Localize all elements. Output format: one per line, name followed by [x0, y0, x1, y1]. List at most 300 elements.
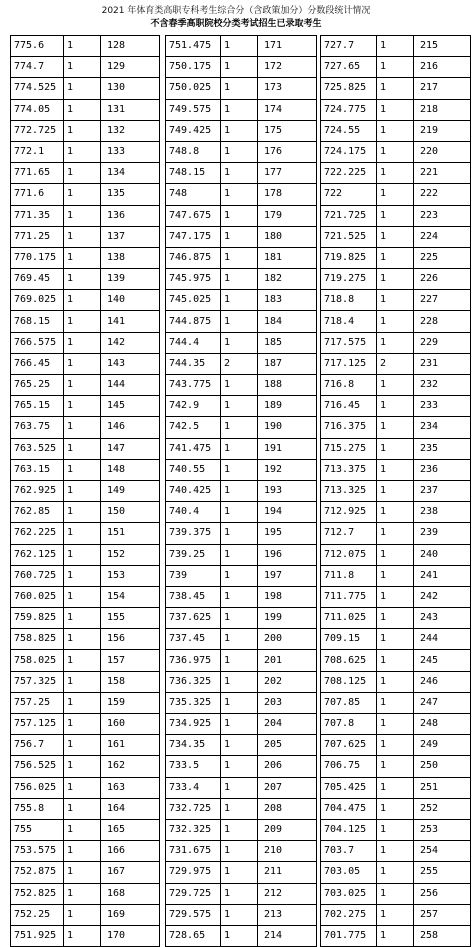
score-cell: 747.675 [166, 205, 221, 226]
count-cell: 1 [221, 629, 258, 650]
score-cell: 752.825 [11, 883, 64, 904]
rank-cell: 249 [414, 735, 471, 756]
table-row [11, 57, 160, 78]
table-row [321, 163, 471, 184]
rank-cell: 219 [414, 120, 471, 141]
table-row [321, 269, 471, 290]
count-cell: 1 [221, 714, 258, 735]
rank-cell: 202 [258, 671, 317, 692]
table-row [11, 353, 160, 374]
count-cell: 1 [64, 375, 101, 396]
count-cell: 1 [64, 608, 101, 629]
table-row [321, 290, 471, 311]
score-cell: 719.825 [321, 247, 377, 268]
count-cell: 1 [377, 735, 414, 756]
count-cell: 1 [221, 375, 258, 396]
table-row [11, 290, 160, 311]
rank-cell: 176 [258, 141, 317, 162]
rank-cell: 129 [101, 57, 160, 78]
count-cell: 1 [64, 99, 101, 120]
count-cell: 1 [377, 290, 414, 311]
rank-cell: 146 [101, 417, 160, 438]
count-cell: 1 [64, 205, 101, 226]
score-cell: 704.125 [321, 819, 377, 840]
rank-cell: 233 [414, 396, 471, 417]
score-cell: 733.5 [166, 756, 221, 777]
count-cell: 1 [64, 883, 101, 904]
score-cell: 735.325 [166, 692, 221, 713]
rank-cell: 241 [414, 565, 471, 586]
table-row [321, 714, 471, 735]
score-cell: 724.775 [321, 99, 377, 120]
score-cell: 734.35 [166, 735, 221, 756]
table-row [166, 36, 317, 57]
score-cell: 713.375 [321, 459, 377, 480]
rank-cell: 154 [101, 586, 160, 607]
count-cell: 1 [377, 586, 414, 607]
rank-cell: 143 [101, 353, 160, 374]
count-cell: 1 [64, 777, 101, 798]
rank-cell: 133 [101, 141, 160, 162]
table-row [321, 99, 471, 120]
score-cell: 701.775 [321, 925, 377, 946]
count-cell: 1 [377, 544, 414, 565]
rank-cell: 243 [414, 608, 471, 629]
table-row [166, 735, 317, 756]
score-cell: 774.7 [11, 57, 64, 78]
count-cell: 1 [221, 671, 258, 692]
rank-cell: 234 [414, 417, 471, 438]
score-cell: 732.325 [166, 819, 221, 840]
rank-cell: 208 [258, 798, 317, 819]
table-row [321, 375, 471, 396]
table-row [321, 925, 471, 946]
rank-cell: 189 [258, 396, 317, 417]
rank-cell: 222 [414, 184, 471, 205]
rank-cell: 257 [414, 904, 471, 925]
score-cell: 765.25 [11, 375, 64, 396]
score-cell: 763.75 [11, 417, 64, 438]
score-cell: 766.575 [11, 332, 64, 353]
table-row [321, 438, 471, 459]
rank-cell: 201 [258, 650, 317, 671]
count-cell: 1 [221, 650, 258, 671]
count-cell: 1 [64, 544, 101, 565]
table-row [321, 608, 471, 629]
rank-cell: 252 [414, 798, 471, 819]
table-row [166, 565, 317, 586]
count-cell: 1 [221, 586, 258, 607]
score-cell: 770.175 [11, 247, 64, 268]
table-row [321, 777, 471, 798]
table-row [166, 163, 317, 184]
count-cell: 1 [64, 671, 101, 692]
count-cell: 1 [64, 438, 101, 459]
rank-cell: 224 [414, 226, 471, 247]
table-row [321, 756, 471, 777]
score-cell: 768.15 [11, 311, 64, 332]
score-cell: 703.025 [321, 883, 377, 904]
score-cell: 757.325 [11, 671, 64, 692]
rank-cell: 255 [414, 862, 471, 883]
score-cell: 732.725 [166, 798, 221, 819]
rank-cell: 128 [101, 36, 160, 57]
score-cell: 737.45 [166, 629, 221, 650]
rank-cell: 153 [101, 565, 160, 586]
count-cell: 1 [64, 841, 101, 862]
score-cell: 706.75 [321, 756, 377, 777]
rank-cell: 171 [258, 36, 317, 57]
score-cell: 707.85 [321, 692, 377, 713]
count-cell: 1 [64, 798, 101, 819]
page-title: 2021 年体育类高职专科考生综合分（含政策加分）分数段统计情况 [101, 6, 371, 16]
score-cell: 734.925 [166, 714, 221, 735]
rank-cell: 168 [101, 883, 160, 904]
rank-cell: 210 [258, 841, 317, 862]
table-row [166, 883, 317, 904]
score-cell: 736.975 [166, 650, 221, 671]
score-cell: 716.8 [321, 375, 377, 396]
score-cell: 733.4 [166, 777, 221, 798]
score-cell: 766.45 [11, 353, 64, 374]
score-cell: 738.45 [166, 586, 221, 607]
table-row [11, 438, 160, 459]
table-row [166, 502, 317, 523]
count-cell: 1 [377, 163, 414, 184]
count-cell: 1 [64, 565, 101, 586]
score-cell: 739.25 [166, 544, 221, 565]
count-cell: 1 [377, 417, 414, 438]
count-cell: 1 [64, 36, 101, 57]
rank-cell: 183 [258, 290, 317, 311]
score-cell: 728.65 [166, 925, 221, 946]
rank-cell: 136 [101, 205, 160, 226]
rank-cell: 251 [414, 777, 471, 798]
score-cell: 703.7 [321, 841, 377, 862]
rank-cell: 145 [101, 396, 160, 417]
rank-cell: 144 [101, 375, 160, 396]
table-row [11, 862, 160, 883]
score-cell: 748 [166, 184, 221, 205]
table-row [166, 798, 317, 819]
count-cell: 1 [377, 141, 414, 162]
score-cell: 756.025 [11, 777, 64, 798]
table-row [166, 269, 317, 290]
count-cell: 1 [221, 57, 258, 78]
table-row [11, 523, 160, 544]
table-row [166, 417, 317, 438]
count-cell: 1 [64, 247, 101, 268]
rank-cell: 134 [101, 163, 160, 184]
count-cell: 1 [221, 311, 258, 332]
table-row [11, 692, 160, 713]
table-row [11, 819, 160, 840]
rank-cell: 170 [101, 925, 160, 946]
count-cell: 1 [377, 480, 414, 501]
count-cell: 1 [377, 438, 414, 459]
count-cell: 1 [221, 565, 258, 586]
table-row [11, 883, 160, 904]
count-cell: 1 [221, 925, 258, 946]
rank-cell: 229 [414, 332, 471, 353]
rank-cell: 158 [101, 671, 160, 692]
count-cell: 1 [221, 862, 258, 883]
count-cell: 1 [377, 862, 414, 883]
count-cell: 1 [64, 756, 101, 777]
score-cell: 719.275 [321, 269, 377, 290]
table-row [166, 777, 317, 798]
rank-cell: 246 [414, 671, 471, 692]
table-row [321, 396, 471, 417]
score-cell: 725.825 [321, 78, 377, 99]
rank-cell: 159 [101, 692, 160, 713]
count-cell: 1 [64, 226, 101, 247]
rank-cell: 217 [414, 78, 471, 99]
table-row [321, 502, 471, 523]
rank-cell: 155 [101, 608, 160, 629]
rank-cell: 223 [414, 205, 471, 226]
count-cell: 1 [64, 523, 101, 544]
score-table-left [10, 35, 160, 947]
count-cell: 1 [221, 883, 258, 904]
rank-cell: 152 [101, 544, 160, 565]
table-row [11, 608, 160, 629]
score-cell: 711.8 [321, 565, 377, 586]
score-cell: 744.875 [166, 311, 221, 332]
score-cell: 711.025 [321, 608, 377, 629]
score-cell: 750.175 [166, 57, 221, 78]
rank-cell: 204 [258, 714, 317, 735]
rank-cell: 227 [414, 290, 471, 311]
table-row [166, 184, 317, 205]
rank-cell: 157 [101, 650, 160, 671]
score-cell: 718.4 [321, 311, 377, 332]
count-cell: 1 [221, 163, 258, 184]
table-row [321, 798, 471, 819]
rank-cell: 256 [414, 883, 471, 904]
rank-cell: 209 [258, 819, 317, 840]
table-row [11, 756, 160, 777]
score-cell: 718.8 [321, 290, 377, 311]
score-cell: 763.525 [11, 438, 64, 459]
table-row [321, 459, 471, 480]
count-cell: 1 [377, 36, 414, 57]
score-cell: 751.925 [11, 925, 64, 946]
score-cell: 739.375 [166, 523, 221, 544]
rank-cell: 247 [414, 692, 471, 713]
rank-cell: 226 [414, 269, 471, 290]
count-cell: 1 [64, 502, 101, 523]
rank-cell: 160 [101, 714, 160, 735]
count-cell: 1 [64, 396, 101, 417]
rank-cell: 216 [414, 57, 471, 78]
rank-cell: 221 [414, 163, 471, 184]
rank-cell: 240 [414, 544, 471, 565]
count-cell: 1 [377, 226, 414, 247]
score-cell: 740.4 [166, 502, 221, 523]
rank-cell: 188 [258, 375, 317, 396]
table-row [166, 819, 317, 840]
count-cell: 1 [221, 141, 258, 162]
table-row [321, 629, 471, 650]
table-row [166, 904, 317, 925]
score-cell: 737.625 [166, 608, 221, 629]
count-cell: 1 [64, 290, 101, 311]
count-cell: 1 [377, 523, 414, 544]
score-cell: 727.65 [321, 57, 377, 78]
rank-cell: 254 [414, 841, 471, 862]
table-row [11, 120, 160, 141]
count-cell: 1 [221, 819, 258, 840]
count-cell: 1 [64, 332, 101, 353]
count-cell: 1 [64, 353, 101, 374]
count-cell: 1 [221, 904, 258, 925]
rank-cell: 198 [258, 586, 317, 607]
rank-cell: 211 [258, 862, 317, 883]
count-cell: 1 [64, 141, 101, 162]
count-cell: 1 [64, 163, 101, 184]
rank-cell: 214 [258, 925, 317, 946]
rank-cell: 207 [258, 777, 317, 798]
table-row [321, 480, 471, 501]
table-row [166, 99, 317, 120]
table-row [166, 226, 317, 247]
score-cell: 709.15 [321, 629, 377, 650]
count-cell: 1 [221, 502, 258, 523]
rank-cell: 253 [414, 819, 471, 840]
count-cell: 2 [377, 353, 414, 374]
score-cell: 752.875 [11, 862, 64, 883]
rank-cell: 258 [414, 925, 471, 946]
table-row [11, 904, 160, 925]
score-cell: 758.825 [11, 629, 64, 650]
count-cell: 1 [221, 78, 258, 99]
count-cell: 1 [377, 819, 414, 840]
rank-cell: 179 [258, 205, 317, 226]
table-row [321, 904, 471, 925]
score-cell: 774.05 [11, 99, 64, 120]
count-cell: 1 [64, 629, 101, 650]
score-cell: 736.325 [166, 671, 221, 692]
count-cell: 1 [377, 798, 414, 819]
table-row [321, 184, 471, 205]
table-row [11, 184, 160, 205]
score-cell: 711.775 [321, 586, 377, 607]
table-row [166, 375, 317, 396]
count-cell: 1 [221, 417, 258, 438]
rank-cell: 182 [258, 269, 317, 290]
count-cell: 1 [377, 57, 414, 78]
score-cell: 760.725 [11, 565, 64, 586]
table-row [11, 269, 160, 290]
score-cell: 771.65 [11, 163, 64, 184]
score-cell: 745.025 [166, 290, 221, 311]
table-row [11, 396, 160, 417]
table-row [11, 798, 160, 819]
table-row [11, 671, 160, 692]
table-row [166, 841, 317, 862]
table-row [166, 332, 317, 353]
count-cell: 1 [221, 247, 258, 268]
table-row [321, 226, 471, 247]
rank-cell: 218 [414, 99, 471, 120]
count-cell: 1 [64, 311, 101, 332]
table-row [321, 819, 471, 840]
count-cell: 1 [221, 544, 258, 565]
table-row [166, 692, 317, 713]
rank-cell: 180 [258, 226, 317, 247]
rank-cell: 194 [258, 502, 317, 523]
table-row [166, 756, 317, 777]
score-cell: 769.025 [11, 290, 64, 311]
table-row [11, 714, 160, 735]
table-row [321, 353, 471, 374]
score-cell: 762.125 [11, 544, 64, 565]
score-cell: 729.975 [166, 862, 221, 883]
table-row [11, 99, 160, 120]
score-cell: 744.35 [166, 353, 221, 374]
count-cell: 1 [377, 247, 414, 268]
score-cell: 762.925 [11, 480, 64, 501]
count-cell: 1 [221, 608, 258, 629]
table-row [11, 544, 160, 565]
table-row [11, 480, 160, 501]
table-row [11, 459, 160, 480]
count-cell: 1 [377, 502, 414, 523]
table-row [11, 777, 160, 798]
count-cell: 1 [377, 99, 414, 120]
count-cell: 1 [377, 650, 414, 671]
rank-cell: 174 [258, 99, 317, 120]
table-row [321, 565, 471, 586]
count-cell: 1 [377, 925, 414, 946]
score-table-right [320, 35, 471, 947]
table-row [166, 311, 317, 332]
table-row [166, 247, 317, 268]
table-row [321, 883, 471, 904]
score-cell: 712.7 [321, 523, 377, 544]
table-row [11, 586, 160, 607]
count-cell: 1 [221, 269, 258, 290]
rank-cell: 244 [414, 629, 471, 650]
score-cell: 721.525 [321, 226, 377, 247]
count-cell: 1 [64, 925, 101, 946]
score-cell: 724.175 [321, 141, 377, 162]
count-cell: 1 [64, 120, 101, 141]
table-row [11, 78, 160, 99]
count-cell: 1 [377, 332, 414, 353]
rank-cell: 239 [414, 523, 471, 544]
score-cell: 771.6 [11, 184, 64, 205]
score-cell: 705.425 [321, 777, 377, 798]
count-cell: 1 [377, 671, 414, 692]
rank-cell: 191 [258, 438, 317, 459]
table-row [321, 586, 471, 607]
rank-cell: 139 [101, 269, 160, 290]
table-row [166, 57, 317, 78]
rank-cell: 205 [258, 735, 317, 756]
count-cell: 1 [221, 36, 258, 57]
rank-cell: 245 [414, 650, 471, 671]
rank-cell: 150 [101, 502, 160, 523]
score-cell: 742.9 [166, 396, 221, 417]
rank-cell: 165 [101, 819, 160, 840]
table-row [166, 671, 317, 692]
count-cell: 1 [64, 692, 101, 713]
score-cell: 749.575 [166, 99, 221, 120]
count-cell: 1 [64, 714, 101, 735]
score-cell: 703.05 [321, 862, 377, 883]
